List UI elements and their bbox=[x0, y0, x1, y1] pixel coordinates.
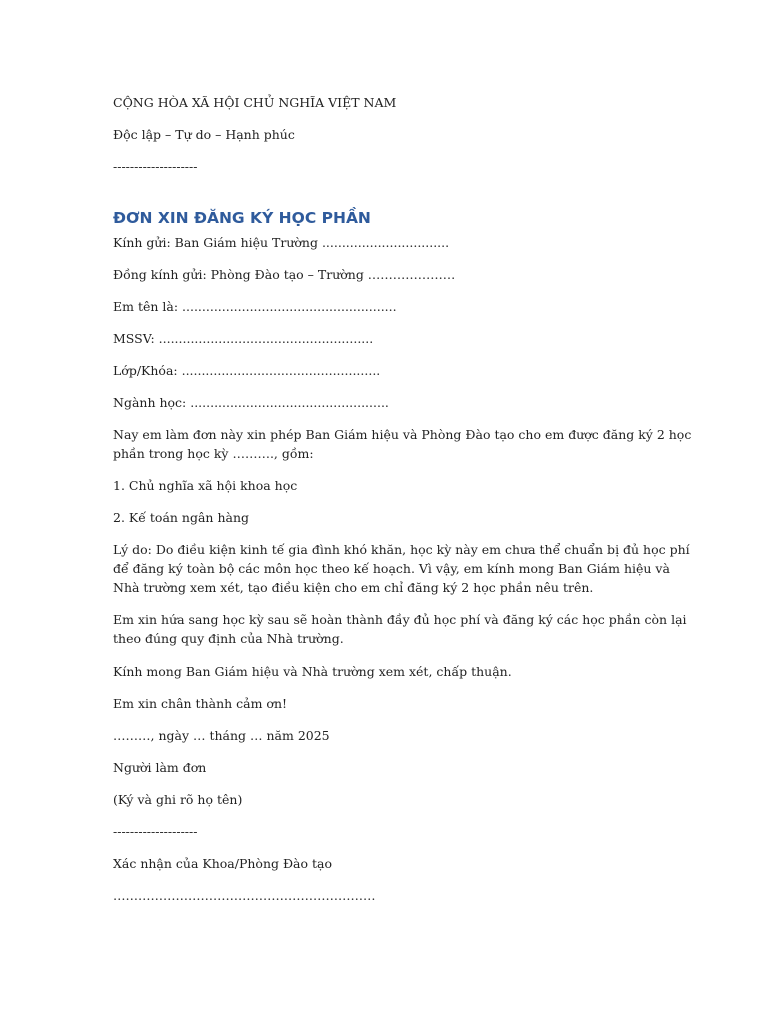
recipient-line: Kính gửi: Ban Giám hiệu Trường ................................ bbox=[113, 235, 450, 250]
co-recipient-line: Đồng kính gửi: Phòng Đào tạo – Trường ………………… bbox=[113, 267, 456, 282]
footer-separator: -------------------- bbox=[113, 824, 198, 839]
document-title: ĐƠN XIN ĐĂNG KÝ HỌC PHẦN bbox=[113, 209, 371, 227]
header-separator: -------------------- bbox=[113, 159, 198, 174]
motto: Độc lập – Tự do – Hạnh phúc bbox=[113, 127, 295, 142]
course-item: 1. Chủ nghĩa xã hội khoa học bbox=[113, 478, 298, 493]
promise-line: Em xin hứa sang học kỳ sau sẽ hoàn thành đầy đủ học phí và đăng ký các học phần còn lại bbox=[113, 612, 687, 627]
request-line: phần trong học kỳ ………., gồm: bbox=[113, 446, 314, 461]
reason-line: để đăng ký toàn bộ các môn học theo kế hoạch. Vì vậy, em kính mong Ban Giám hiệu và bbox=[113, 561, 670, 576]
major-field: Ngành học: .................................................. bbox=[113, 395, 389, 410]
reason-line: Lý do: Do điều kiện kinh tế gia đình khó khăn, học kỳ này em chưa thể chuẩn bị đủ học phí bbox=[113, 542, 690, 557]
student-id-field: MSSV: ...................................................... bbox=[113, 331, 374, 346]
name-field: Em tên là: ...................................................... bbox=[113, 299, 397, 314]
reason-paragraph bbox=[113, 540, 690, 597]
signature-note: (Ký và ghi rõ họ tên) bbox=[113, 792, 243, 807]
signer-label: Người làm đơn bbox=[113, 760, 207, 775]
promise-paragraph bbox=[113, 610, 687, 648]
confirmation-dots: ……………………………………………………… bbox=[113, 888, 376, 903]
reason-line: Nhà trường xem xét, tạo điều kiện cho em chỉ đăng ký 2 học phần nêu trên. bbox=[113, 580, 594, 595]
confirmation-label: Xác nhận của Khoa/Phòng Đào tạo bbox=[113, 856, 333, 871]
consideration-line: Kính mong Ban Giám hiệu và Nhà trường xem xét, chấp thuận. bbox=[113, 664, 512, 679]
country-heading: CỘNG HÒA XÃ HỘI CHỦ NGHĨA VIỆT NAM bbox=[113, 95, 397, 110]
course-item: 2. Kế toán ngân hàng bbox=[113, 510, 250, 525]
class-field: Lớp/Khóa: .................................................. bbox=[113, 363, 381, 378]
request-line: Nay em làm đơn này xin phép Ban Giám hiệu và Phòng Đào tạo cho em được đăng ký 2 học bbox=[113, 427, 692, 442]
thanks-line: Em xin chân thành cảm ơn! bbox=[113, 696, 288, 711]
promise-line: theo đúng quy định của Nhà trường. bbox=[113, 631, 344, 646]
date-line: ………, ngày … tháng … năm 2025 bbox=[113, 728, 330, 743]
request-paragraph bbox=[113, 425, 692, 463]
